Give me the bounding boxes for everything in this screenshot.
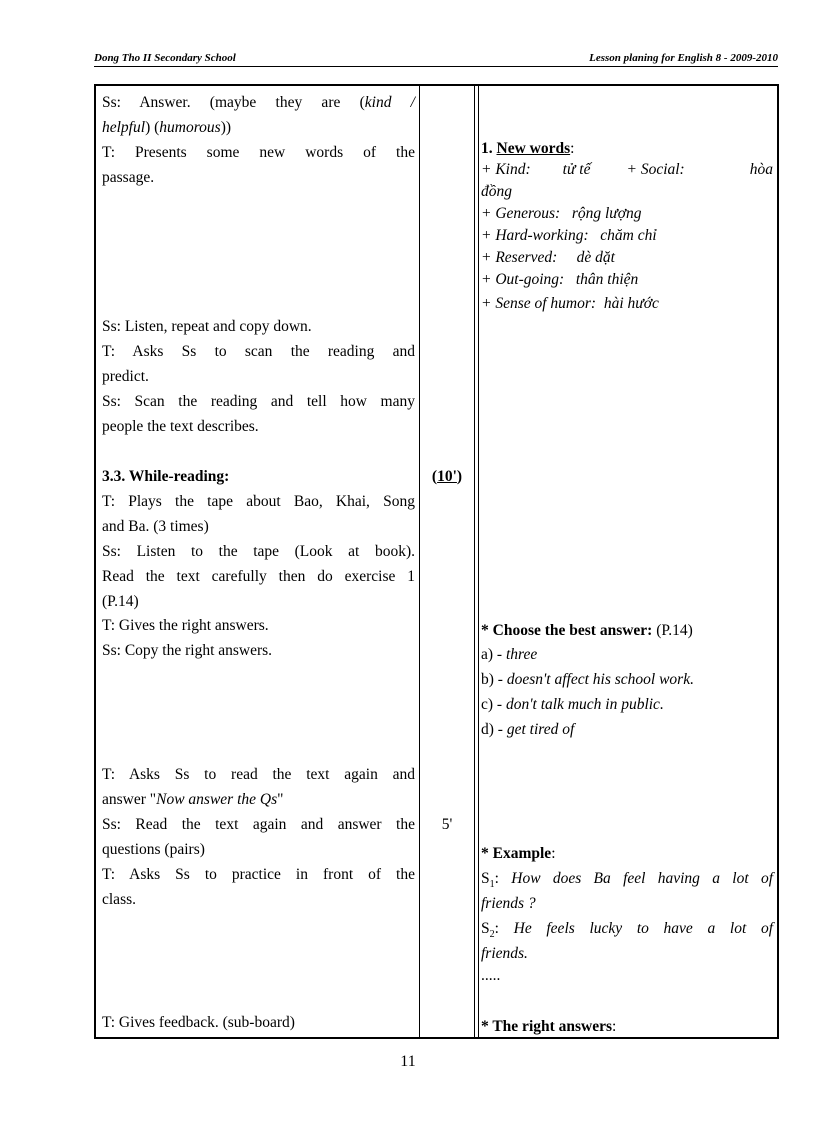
procedure-line: Read the text carefully then do exercise 1: [102, 568, 415, 585]
column-divider-2: [474, 86, 475, 1037]
example-heading: * Example:: [481, 845, 556, 862]
procedure-line: T: Plays the tape about Bao, Khai, Song: [102, 493, 415, 510]
ellipsis: .....: [481, 967, 501, 984]
answer-item: b) - doesn't affect his school work.: [481, 671, 694, 688]
vocab-item: + Hard-working: chăm chỉ: [481, 227, 657, 244]
procedure-line: Ss: Read the text again and answer the: [102, 816, 415, 833]
procedure-line: and Ba. (3 times): [102, 518, 209, 535]
column-divider-1: [419, 86, 420, 1037]
column-divider-3: [478, 86, 479, 1037]
procedure-line: T: Gives the right answers.: [102, 617, 269, 634]
procedure-line: T: Asks Ss to read the text again and: [102, 766, 415, 783]
example-line: $S_2$: He feels lucky to have a lot of: [481, 920, 773, 941]
procedure-line: T: Presents some new words of the: [102, 144, 415, 161]
section-heading: 3.3. While-reading:: [102, 468, 230, 485]
header-title: Lesson planing for English 8 - 2009-2010: [589, 52, 778, 64]
vocab-item: + Kind: tử tế + Social: hòa: [481, 161, 773, 178]
procedure-line: Ss: Answer. (maybe they are (kind /: [102, 94, 415, 111]
vocab-item: + Out-going: thân thiện: [481, 271, 639, 288]
procedure-line: class.: [102, 891, 137, 908]
procedure-line: Ss: Listen, repeat and copy down.: [102, 318, 312, 335]
procedure-line: Ss: Listen to the tape (Look at book).: [102, 543, 415, 560]
choose-heading: * Choose the best answer: (P.14): [481, 622, 693, 639]
answer-item: a) - three: [481, 646, 538, 663]
procedure-line: (P.14): [102, 593, 139, 610]
procedure-line: answer "Now answer the Qs": [102, 791, 284, 808]
example-line: friends.: [481, 945, 528, 962]
procedure-line: questions (pairs): [102, 841, 205, 858]
page-header: [94, 52, 778, 67]
vocab-item: + Sense of humor: hài hước: [481, 295, 659, 312]
new-words-heading: 1. New words:: [481, 140, 575, 157]
procedure-line: passage.: [102, 169, 155, 186]
time-label: (10'): [431, 468, 463, 485]
vocab-item: + Reserved: dè dặt: [481, 249, 615, 266]
right-answers-heading: * The right answers:: [481, 1018, 617, 1035]
procedure-line: Ss: Copy the right answers.: [102, 642, 273, 659]
time-label: 5': [441, 816, 453, 833]
procedure-line: predict.: [102, 368, 149, 385]
vocab-item: + Generous: rộng lượng: [481, 205, 642, 222]
header-school: Dong Tho II Secondary School: [94, 52, 236, 64]
example-line: $S_1$: How does Ba feel having a lot of: [481, 870, 774, 891]
procedure-line: people the text describes.: [102, 418, 259, 435]
lesson-table: [94, 84, 779, 1039]
procedure-line: T: Gives feedback. (sub-board): [102, 1014, 295, 1031]
procedure-line: T: Asks Ss to scan the reading and: [102, 343, 415, 360]
vocab-item: đồng: [481, 183, 512, 200]
answer-item: c) - don't talk much in public.: [481, 696, 664, 713]
procedure-line: T: Asks Ss to practice in front of the: [102, 866, 415, 883]
answer-item: d) - get tired of: [481, 721, 575, 738]
procedure-line: helpful) (humorous)): [102, 119, 232, 136]
page-number: 11: [400, 1053, 416, 1070]
procedure-line: Ss: Scan the reading and tell how many: [102, 393, 415, 410]
example-line: friends ?: [481, 895, 536, 912]
